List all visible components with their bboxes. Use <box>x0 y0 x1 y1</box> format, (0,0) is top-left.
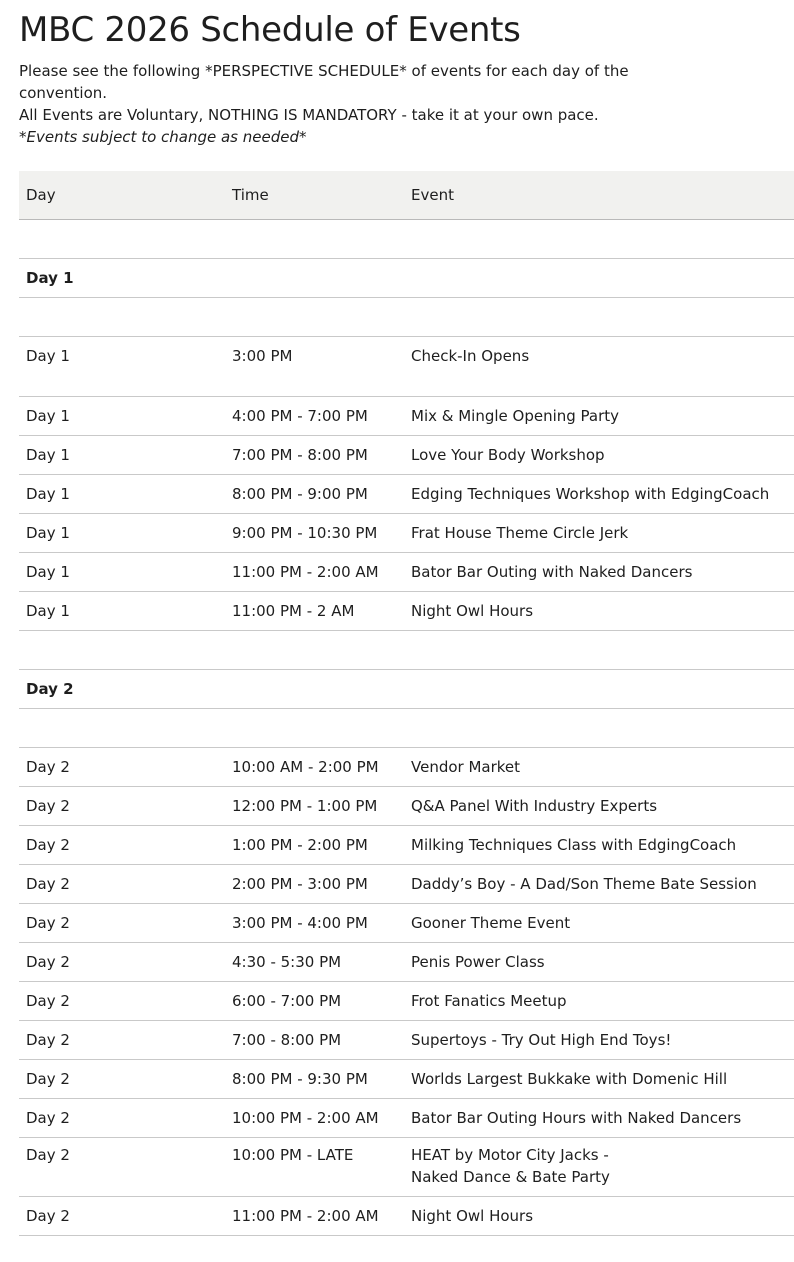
table-row <box>19 336 794 396</box>
table-row <box>19 981 794 1020</box>
table-header <box>19 171 794 219</box>
cell-day: Day 2 <box>19 786 225 825</box>
cell-event: Worlds Largest Bukkake with Domenic Hill <box>404 1059 794 1098</box>
cell-event: Edging Techniques Workshop with EdgingCoach <box>404 474 794 513</box>
cell-day: Day 2 <box>19 747 225 786</box>
spacer-row <box>19 708 794 747</box>
cell-time: 7:00 - 8:00 PM <box>225 1020 404 1059</box>
cell-event: Frot Fanatics Meetup <box>404 981 794 1020</box>
header-day: Day <box>19 171 225 219</box>
cell-event: Bator Bar Outing with Naked Dancers <box>404 552 794 591</box>
cell-day: Day 1 <box>19 552 225 591</box>
cell-day: Day 2 <box>19 1137 225 1196</box>
header-event: Event <box>404 171 794 219</box>
cell-event: Bator Bar Outing Hours with Naked Dancers <box>404 1098 794 1137</box>
cell-event: Daddy’s Boy - A Dad/Son Theme Bate Session <box>404 864 794 903</box>
header-row <box>19 171 794 219</box>
table-row <box>19 864 794 903</box>
table-row <box>19 1137 794 1196</box>
cell-time: 1:00 PM - 2:00 PM <box>225 825 404 864</box>
intro-line-note: *Events subject to change as needed* <box>19 128 307 146</box>
day-section-row <box>19 669 794 708</box>
table-row <box>19 786 794 825</box>
cell-time: 10:00 PM - 2:00 AM <box>225 1098 404 1137</box>
cell-time: 10:00 AM - 2:00 PM <box>225 747 404 786</box>
cell-event: Frat House Theme Circle Jerk <box>404 513 794 552</box>
cell-time: 12:00 PM - 1:00 PM <box>225 786 404 825</box>
cell-time: 9:00 PM - 10:30 PM <box>225 513 404 552</box>
table-row <box>19 1098 794 1137</box>
day-section-row <box>19 258 794 297</box>
cell-day: Day 2 <box>19 1196 225 1235</box>
cell-day: Day 1 <box>19 396 225 435</box>
table-row <box>19 903 794 942</box>
cell-day: Day 1 <box>19 474 225 513</box>
cell-event: Q&A Panel With Industry Experts <box>404 786 794 825</box>
cell-day: Day 2 <box>19 825 225 864</box>
table-row <box>19 1020 794 1059</box>
spacer-row <box>19 297 794 336</box>
cell-time: 11:00 PM - 2:00 AM <box>225 552 404 591</box>
cell-day: Day 1 <box>19 435 225 474</box>
table-row <box>19 747 794 786</box>
cell-time: 11:00 PM - 2 AM <box>225 591 404 630</box>
cell-day: Day 1 <box>19 591 225 630</box>
cell-time: 11:00 PM - 2:00 AM <box>225 1196 404 1235</box>
cell-day: Day 2 <box>19 1020 225 1059</box>
cell-event: Vendor Market <box>404 747 794 786</box>
cell-time: 3:00 PM <box>225 336 404 396</box>
cell-time: 10:00 PM - LATE <box>225 1137 404 1196</box>
intro-line-voluntary: All Events are Voluntary, NOTHING IS MANDATORY - take it at your own pace. <box>19 106 599 124</box>
cell-time: 4:00 PM - 7:00 PM <box>225 396 404 435</box>
day-section-label: Day 1 <box>19 258 225 297</box>
cell-day: Day 2 <box>19 864 225 903</box>
header-time: Time <box>225 171 404 219</box>
cell-day: Day 2 <box>19 1098 225 1137</box>
cell-event: Penis Power Class <box>404 942 794 981</box>
cell-day: Day 1 <box>19 513 225 552</box>
cell-time: 7:00 PM - 8:00 PM <box>225 435 404 474</box>
table-row <box>19 825 794 864</box>
cell-event: Supertoys - Try Out High End Toys! <box>404 1020 794 1059</box>
table-row <box>19 552 794 591</box>
table-row <box>19 396 794 435</box>
spacer-row <box>19 219 794 258</box>
table-row <box>19 942 794 981</box>
cell-event: Night Owl Hours <box>404 1196 794 1235</box>
table-row <box>19 1059 794 1098</box>
table-row <box>19 513 794 552</box>
intro-line-perspective: Please see the following *PERSPECTIVE SCHEDULE* of events for each day of the convention. <box>19 62 629 102</box>
cell-event-line: HEAT by Motor City Jacks - <box>411 1145 609 1164</box>
cell-day: Day 1 <box>19 336 225 396</box>
day-section-label: Day 2 <box>19 669 225 708</box>
cell-event: Check-In Opens <box>404 336 794 396</box>
table-body <box>19 219 794 1235</box>
cell-event: Love Your Body Workshop <box>404 435 794 474</box>
cell-time: 8:00 PM - 9:00 PM <box>225 474 404 513</box>
table-row <box>19 474 794 513</box>
cell-time: 6:00 - 7:00 PM <box>225 981 404 1020</box>
table-row <box>19 591 794 630</box>
cell-event: Night Owl Hours <box>404 591 794 630</box>
cell-event: Gooner Theme Event <box>404 903 794 942</box>
cell-event <box>404 1137 794 1196</box>
cell-day: Day 2 <box>19 1059 225 1098</box>
cell-day: Day 2 <box>19 981 225 1020</box>
cell-event: Mix & Mingle Opening Party <box>404 396 794 435</box>
table-row <box>19 435 794 474</box>
spacer-row <box>19 630 794 669</box>
cell-time: 8:00 PM - 9:30 PM <box>225 1059 404 1098</box>
cell-time: 4:30 - 5:30 PM <box>225 942 404 981</box>
cell-event: Milking Techniques Class with EdgingCoach <box>404 825 794 864</box>
intro-text <box>19 60 699 148</box>
cell-time: 2:00 PM - 3:00 PM <box>225 864 404 903</box>
cell-time: 3:00 PM - 4:00 PM <box>225 903 404 942</box>
page-title: MBC 2026 Schedule of Events <box>19 10 521 50</box>
cell-day: Day 2 <box>19 903 225 942</box>
cell-day: Day 2 <box>19 942 225 981</box>
schedule-table <box>19 171 794 1236</box>
cell-event-line: Naked Dance & Bate Party <box>411 1167 610 1186</box>
table-row <box>19 1196 794 1235</box>
